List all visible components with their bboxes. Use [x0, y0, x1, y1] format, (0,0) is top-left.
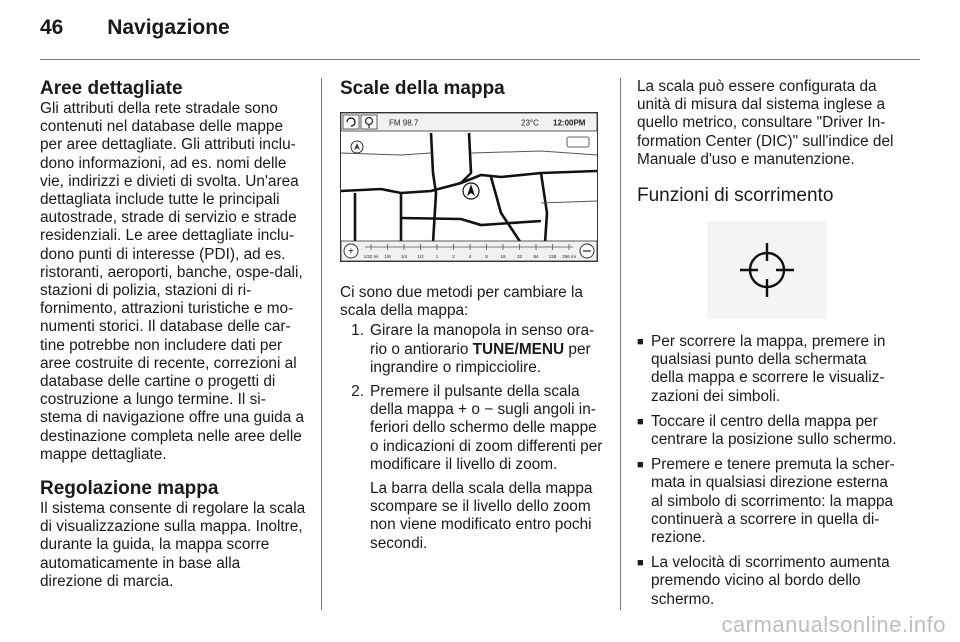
map-screen-svg: [341, 113, 597, 261]
view-icon: [567, 137, 589, 147]
column-divider: [321, 78, 322, 610]
list-number: 1.: [351, 322, 364, 340]
bullet-icon: ■: [637, 336, 644, 349]
zoom-in-glyph: +: [348, 246, 354, 258]
bullet-text: Per scorrere la mappa, premere in qualsiasi punto della schermata della mappa e scorrere le visualiz-zazioni dei simboli.: [651, 333, 886, 405]
bullet-item: [637, 554, 903, 609]
column-1: [40, 78, 306, 591]
bullet-icon: ■: [637, 415, 644, 428]
bullet-item: [637, 333, 903, 406]
bullet-list: [637, 333, 903, 609]
scale-tick-label: 1/20 mi: [363, 254, 379, 259]
list-text: Girare la manopola in senso ora-rio o antiorario TUNE/MENU per ingrandire o rimpicciolire.: [370, 322, 595, 376]
section-title-aree-dettagliate: Aree dettagliate: [40, 78, 183, 99]
scale-tick-label: 256 mi: [562, 254, 576, 259]
crosshair-icon: [707, 221, 827, 319]
list-text: Premere il pulsante della scala della mappa + o − sugli angoli in-feriori dello schermo delle mappe o indicazioni di zoom differenti per modificare il livello di zoom. La barra della scala della mappa scompare se il livello dello zoom non viene modificato entro pochi secondi.: [364, 383, 606, 553]
scale-units-text: La scala può essere configurata da unità di misura dal sistema inglese a quello metrico, consultare "Driver In-formation Center (DIC)" sull'indice del Manuale d'uso e manutenzione.: [637, 78, 894, 168]
section-title-scale-mappa: Scale della mappa: [340, 78, 505, 99]
scale-tick-label: 128: [548, 254, 557, 259]
station-label: FM 98.7: [389, 118, 419, 128]
bullet-item: [637, 456, 903, 547]
section-title-regolazione-mappa: Regolazione mappa: [40, 478, 219, 500]
list-item: [340, 383, 606, 553]
list-item: [340, 322, 606, 377]
section-title-scorrimento: Funzioni di scorrimento: [637, 185, 834, 207]
scale-tick-label: 32: [516, 254, 523, 259]
page-number: 46: [40, 16, 64, 39]
header-rule: [40, 59, 920, 60]
time-label: 12:00PM: [553, 118, 586, 128]
list-number: 2.: [351, 383, 364, 401]
scale-tick-label: 1/2: [417, 254, 424, 259]
section-text-regolazione-mappa: Il sistema consente di regolare la scala di visualizzazione sulla mappa. Inoltre, durante la guida, la mappa scorre automaticamente in base alla direzione di marcia.: [40, 500, 306, 590]
bullet-item: [637, 413, 903, 449]
scale-tick-label: 1/4: [400, 254, 408, 259]
temperature-label: 23°C: [521, 118, 539, 128]
watermark: carmanualsonline.info: [721, 612, 946, 637]
scale-tick-label: 16: [500, 254, 506, 259]
map-screen-illustration: [340, 112, 598, 262]
tune-menu-label: TUNE/MENU: [472, 340, 565, 358]
scale-tick-label: 1: [435, 254, 439, 259]
bullet-text: Premere e tenere premuta la scher-mata in qualsiasi direzione esterna al simbolo di scorrimento: la mappa continuerà a scorrere in quella di-rezione.: [651, 456, 895, 547]
column-divider: [620, 78, 621, 610]
page-header: [40, 16, 230, 40]
scale-intro: Ci sono due metodi per cambiare la scala della mappa:: [340, 284, 583, 320]
bullet-text: Toccare il centro della mappa per centrare la posizione sullo schermo.: [651, 412, 897, 449]
scale-tick-label: 4: [468, 254, 472, 259]
column-3: [637, 78, 903, 616]
page-title: Navigazione: [107, 16, 230, 39]
scale-tick-label: 8: [485, 254, 488, 259]
scale-tick-label: 64: [533, 254, 539, 259]
bullet-icon: ■: [637, 557, 644, 570]
scale-tick-label: 1/8: [384, 254, 391, 259]
bullet-text: La velocità di scorrimento aumenta premendo vicino al bordo dello schermo.: [651, 554, 890, 608]
list-note: La barra della scala della mappa scompare se il livello dello zoom non viene modificato entro pochi secondi.: [370, 480, 593, 552]
scroll-symbol-illustration: [707, 221, 827, 319]
scale-tick-label: 2: [452, 254, 455, 259]
section-text-aree-dettagliate: Gli attributi della rete stradale sono contenuti nel database delle mappe per aree dettagliate. Gli attributi inclu-dono informazioni, ad es. nomi delle vie, indirizzi e divieti di svolta. Un'area dettagliata include tutte le principali autostrade, strade di servizio e strade residenziali. Le aree dettagliate inclu-dono punti di interesse (PDI), ad es. ristoranti, aeroporti, banche, ospe-dali, stazioni di polizia, stazioni di ri-fornimento, attrazioni turistiche e mo-numenti storici. Il database delle car-tine potrebbe non includere dati per aree costruite di recente, correzioni al database delle cartine o progetti di costruzione a lungo termine. Il si-stema di navigazione offre una guida a destinazione completa nelle aree delle mappe dettagliate.: [40, 100, 305, 463]
bullet-icon: ■: [637, 459, 644, 472]
column-2: [340, 78, 606, 559]
